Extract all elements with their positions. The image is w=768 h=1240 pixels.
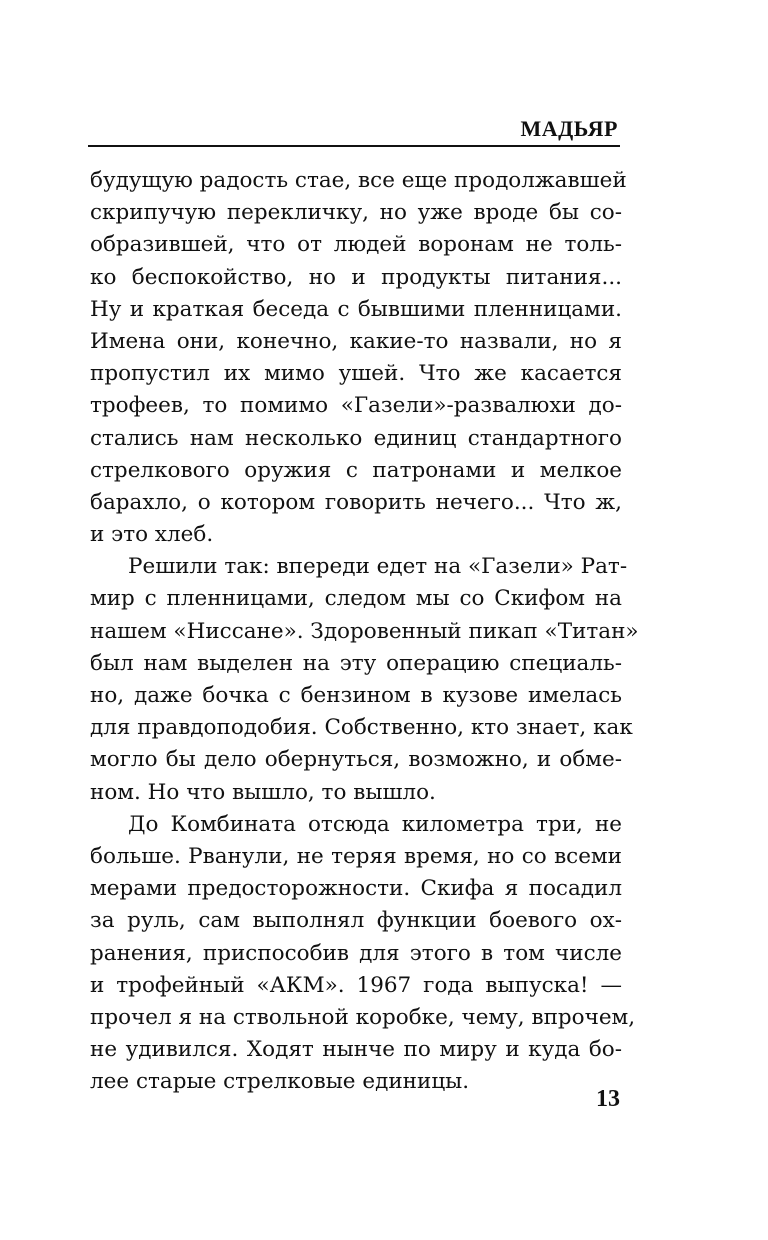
- text-line: ранения, приспособив для этого в том числе: [90, 940, 622, 966]
- text-line: ко беспокойство, но и продукты питания...: [90, 264, 622, 290]
- text-line: образившей, что от людей воронам не толь-: [90, 232, 622, 258]
- body-text: [90, 165, 639, 1098]
- text-line: Ну и краткая беседа с бывшими пленницами.: [90, 296, 622, 322]
- text-line: будущую радость стае, все еще продолжавшей: [90, 168, 627, 193]
- text-line: ном. Но что вышло, то вышло.: [90, 779, 436, 805]
- text-line: был нам выделен на эту операцию специаль-: [90, 650, 622, 676]
- text-line: пропустил их мимо ушей. Что же касается: [90, 361, 622, 387]
- text-line: и это хлеб.: [90, 522, 214, 548]
- text-line: мир с пленницами, следом мы со Скифом на: [90, 586, 622, 612]
- text-line: нашем «Ниссане». Здоровенный пикап «Титан»: [90, 618, 639, 644]
- text-line: трофеев, то помимо «Газели»-развалюхи до-: [90, 393, 622, 419]
- text-line: Имена они, конечно, какие-то назвали, но я: [90, 328, 622, 354]
- text-line: для правдоподобия. Собственно, кто знает, как: [90, 715, 633, 741]
- text-line: могло бы дело обернуться, возможно, и обме-: [90, 747, 622, 773]
- text-line: прочел я на ствольной коробке, чему, впрочем,: [90, 1004, 636, 1030]
- text-line: скрипучую перекличку, но уже вроде бы со-: [90, 200, 622, 226]
- page-number: 13: [596, 1086, 620, 1112]
- text-line: стались нам несколько единиц стандартного: [90, 425, 622, 451]
- text-line: но, даже бочка с бензином в кузове имелась: [90, 683, 622, 708]
- text-line: стрелкового оружия с патронами и мелкое: [90, 457, 622, 483]
- running-head-title: МАДЬЯР: [520, 116, 618, 141]
- text-line: за руль, сам выполнял функции боевого ох-: [90, 908, 622, 934]
- text-line: мерами предосторожности. Скифа я посадил: [90, 876, 622, 902]
- text-line: лее старые стрелковые единицы.: [90, 1069, 470, 1095]
- text-line: не удивился. Ходят нынче по миру и куда бо-: [90, 1037, 622, 1063]
- header-rule: [88, 145, 620, 147]
- text-line: больше. Рванули, не теряя время, но со всеми: [90, 843, 622, 869]
- text-line: До Комбината отсюда километра три, не: [128, 811, 622, 837]
- text-line: барахло, о котором говорить нечего... Что ж,: [90, 489, 622, 515]
- text-line: Решили так: впереди едет на «Газели» Рат-: [128, 554, 628, 580]
- text-line: и трофейный «АКМ». 1967 года выпуска! —: [90, 972, 622, 998]
